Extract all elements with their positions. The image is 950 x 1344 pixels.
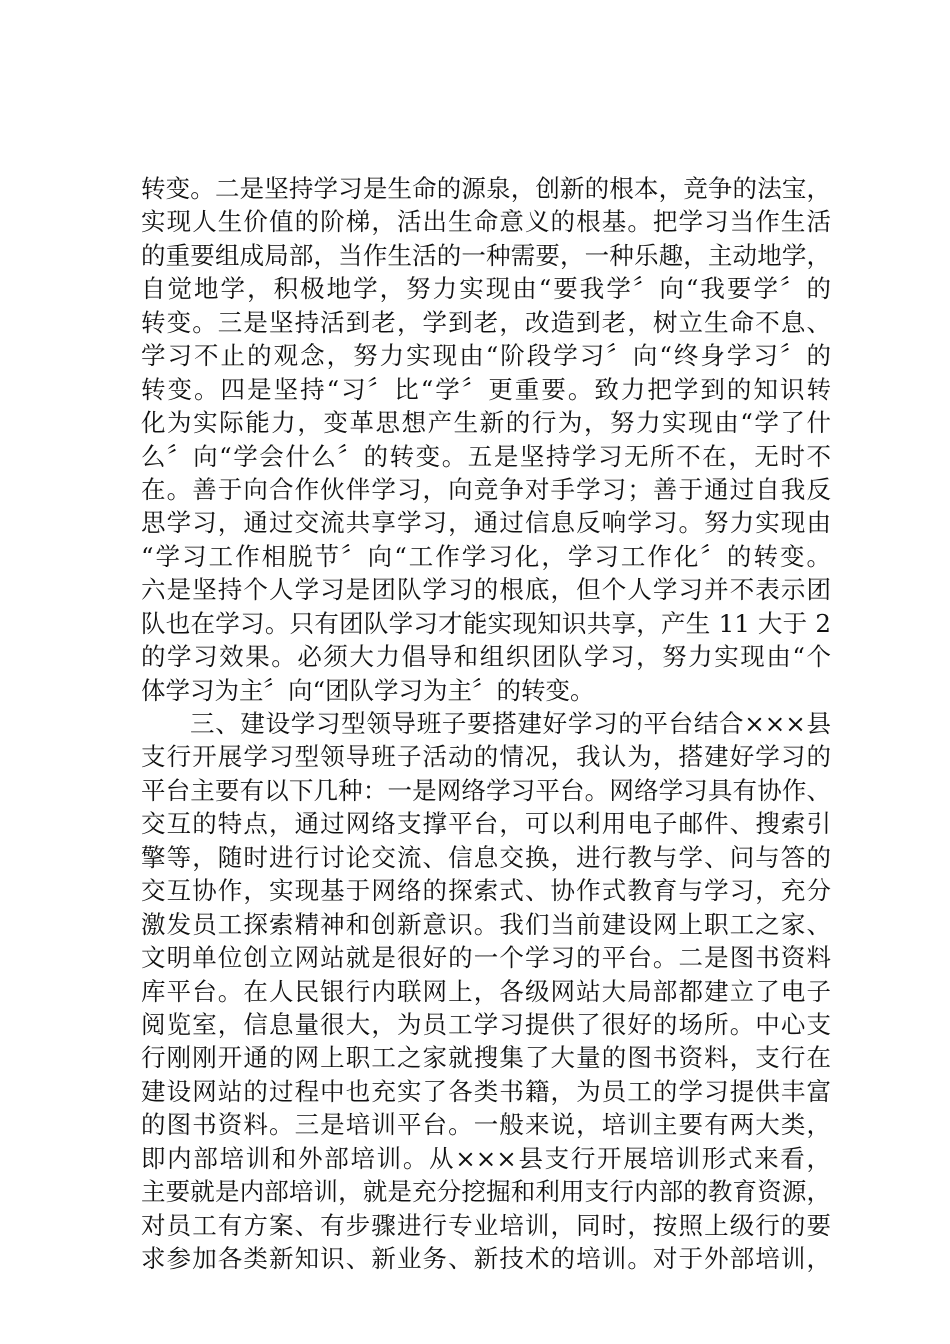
text-line: 文明单位创立网站就是很好的一个学习的平台。二是图书资料 (141, 943, 831, 973)
text-line: 建设网站的过程中也充实了各类书籍，为员工的学习提供丰富 (141, 1076, 831, 1106)
body-text (141, 172, 831, 1275)
text-line: 队也在学习。只有团队学习才能实现知识共享，产生 11 大于 2 (141, 608, 831, 638)
text-line: 三、建设学习型领导班子要搭建好学习的平台结合×××县 (190, 709, 831, 738)
text-line: 阅览室，信息量很大，为员工学习提供了很好的场所。中心支 (141, 1009, 831, 1039)
text-line: “学习工作相脱节〞向“工作学习化，学习工作化〞的转变。 (141, 541, 831, 571)
text-line: 行刚刚开通的网上职工之家就搜集了大量的图书资料，支行在 (141, 1043, 831, 1073)
text-line: 求参加各类新知识、新业务、新技术的培训。对于外部培训， (141, 1244, 831, 1273)
text-line: 转变。二是坚持学习是生命的源泉，创新的根本，竞争的法宝， (141, 174, 831, 203)
text-line: 的学习效果。必须大力倡导和组织团队学习，努力实现由“个 (141, 642, 831, 672)
text-line: 支行开展学习型领导班子活动的情况，我认为，搭建好学习的 (141, 742, 831, 772)
text-line: 激发员工探索精神和创新意识。我们当前建设网上职工之家、 (141, 909, 831, 939)
text-line: 转变。三是坚持活到老，学到老，改造到老，树立生命不息、 (141, 307, 831, 337)
text-line: 么〞向“学会什么〞的转变。五是坚持学习无所不在，无时不 (141, 441, 831, 471)
text-line: 平台主要有以下几种：一是网络学习平台。网络学习具有协作、 (141, 775, 831, 805)
text-line: 交互的特点，通过网络支撑平台，可以利用电子邮件、搜索引 (141, 809, 831, 839)
text-line: 对员工有方案、有步骤进行专业培训，同时，按照上级行的要 (141, 1210, 831, 1240)
text-line: 的图书资料。三是培训平台。一般来说，培训主要有两大类， (141, 1110, 831, 1140)
text-line: 即内部培训和外部培训。从×××县支行开展培训形式来看， (141, 1143, 831, 1173)
text-line: 化为实际能力，变革思想产生新的行为，努力实现由“学了什 (141, 408, 831, 438)
text-line: 体学习为主〞向“团队学习为主〞的转变。 (141, 675, 595, 705)
text-line: 转变。四是坚持“习〞比“学〞更重要。致力把学到的知识转 (141, 374, 831, 404)
text-line: 学习不止的观念，努力实现由“阶段学习〞向“终身学习〞的 (141, 341, 831, 371)
text-line: 自觉地学，积极地学，努力实现由“要我学〞向“我要学〞的 (141, 274, 831, 304)
text-line: 擎等，随时进行讨论交流、信息交换，进行教与学、问与答的 (141, 842, 831, 872)
text-line: 实现人生价值的阶梯，活出生命意义的根基。把学习当作生活 (141, 207, 831, 237)
text-line: 在。善于向合作伙伴学习，向竞争对手学习；善于通过自我反 (141, 474, 831, 504)
text-line: 的重要组成局部，当作生活的一种需要，一种乐趣，主动地学， (141, 240, 831, 270)
text-line: 主要就是内部培训，就是充分挖掘和利用支行内部的教育资源， (141, 1177, 831, 1207)
text-line: 思学习，通过交流共享学习，通过信息反响学习。努力实现由 (141, 508, 831, 538)
text-line: 交互协作，实现基于网络的探索式、协作式教育与学习，充分 (141, 876, 831, 906)
text-line: 库平台。在人民银行内联网上，各级网站大局部都建立了电子 (141, 976, 831, 1006)
text-line: 六是坚持个人学习是团队学习的根底，但个人学习并不表示团 (141, 575, 831, 605)
